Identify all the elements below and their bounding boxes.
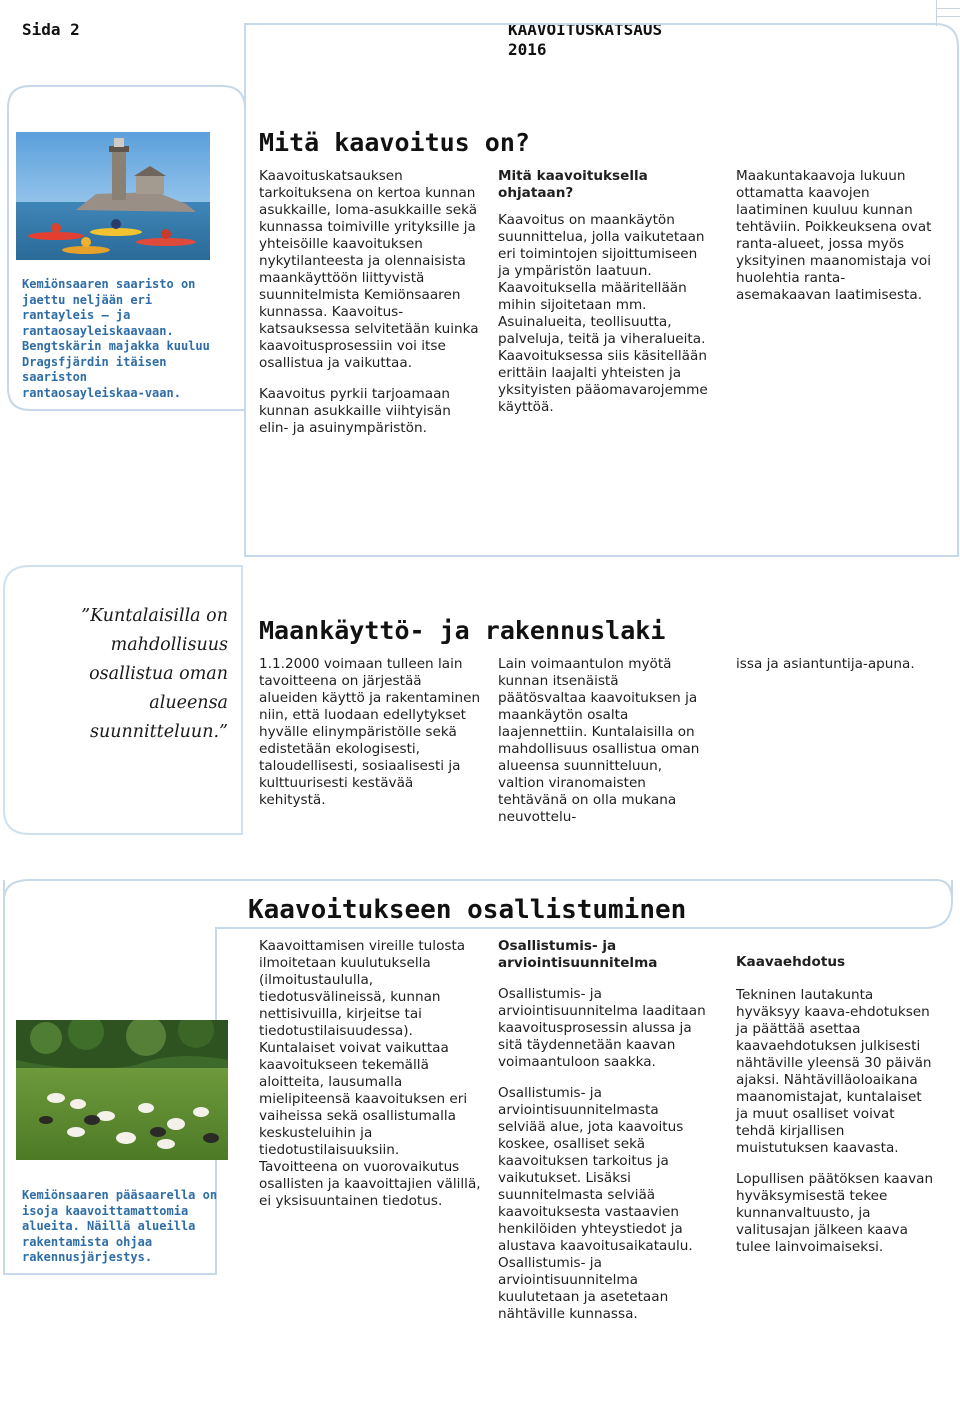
section3-col3-heading: Kaavaehdotus: [736, 954, 846, 970]
section2-column3: [736, 656, 936, 687]
section1-column1: [259, 168, 481, 451]
section3-col2-para2: Osallistumis- ja arviointisuunnitelmasta selviää alue, jota kaavoitus koskee, osalliset sekä kaavoituksen tarkoitus ja vaikutukset. Lisäksi suunnitelmasta selviää kaavoituksesta vastaavien henkilöiden yhteystiedot ja alustava kaavoitusaikataulu. Osallistumis- ja arviointisuunnitelma kuulutetaan ja asetetaan nähtäville kunnassa.: [498, 1085, 693, 1322]
publication-title: KAAVOITUSKATSAUS 2016: [508, 20, 663, 59]
section3-column3: [736, 954, 936, 1270]
section3-col3-para2: Lopullisen päätöksen kaavan hyväksymisestä tekee kunnanvaltuusto, ja valitusajan jälkeen kaava tulee lainvoimaiseksi.: [736, 1171, 934, 1255]
section3-col1-para: Kaavoittamisen vireille tulosta ilmoitetaan kuulutuksella (ilmoitustaululla, tiedotusvälineissä, kunnan nettisivuilla, kirjeitse tai tiedotustilaisuudessa). Kuntalaiset voivat vaikuttaa kaavoitukseen tekemällä aloitteita, lausumalla mielipiteensä kaavoituksen eri vaiheissa sekä osallistumalla keskusteluihin ja tiedotustilaisuuksiin. Tavoitteena on vuorovaikutus osallisten ja kaavoittajien välillä, ei yksisuuntainen tiedotus.: [259, 938, 481, 1209]
section1-col1-para2: Kaavoitus pyrkii tarjoamaan kunnan asukkaille viihtyisän elin- ja asuinympäristön.: [259, 386, 451, 436]
section1-title: Mitä kaavoitus on?: [259, 128, 530, 157]
section3-column1: [259, 938, 481, 1224]
section1-col2-heading: Mitä kaavoituksella ohjataan?: [498, 168, 648, 201]
pull-quote: ”Kuntalaisilla on mahdollisuus osallistua oman alueensa suunnitteluun.”: [81, 606, 228, 742]
section3-column2: [498, 938, 708, 1337]
section2-title: Maankäyttö- ja rakennuslaki: [259, 616, 666, 645]
section3-col3-para1: Tekninen lautakunta hyväksyy kaava-ehdotuksen ja päättää asettaa kaavaehdotuksen julkisesti nähtäville yleensä 30 päivän ajaksi. Nähtävilläoloaikana maanomistajat, kuntalaiset ja muut osalliset voivat tehdä kirjallisen muistutuksen kaavasta.: [736, 987, 932, 1156]
section3-col2-para1: Osallistumis- ja arviointisuunnitelma laaditaan kaavoitusprosessin alussa ja sitä täydennetään kaavan voimaantuloon saakka.: [498, 986, 706, 1070]
section2-col2-para: Lain voimaantulon myötä kunnan itsenäistä päätösvaltaa kaavoituksen ja maankäytön osalta laajennettiin. Kuntalaisilla on mahdollisuus osallistua oman alueensa suunnitteluun, valtion viranomaisten tehtävänä on olla mukana neuvottelu-: [498, 656, 700, 825]
section1-column2: [498, 168, 708, 430]
section1-col1-para1: Kaavoituskatsauksen tarkoituksena on kertoa kunnan asukkaille, loma-asukkaille sekä kunnassa toimiville yrityksille ja yhteisöille kaavoituksen nykytilanteesta ja olennaisista maankäyttöön liittyvistä suunnitelmista Kemiönsaaren kunnassa. Kaavoitus-katsauksessa selvitetään kuinka kaavoitusprosessiin voi itse osallistua ja vaikuttaa.: [259, 168, 479, 371]
sheep-field-photo: [16, 1020, 228, 1160]
photo1-caption: Kemiönsaaren saaristo on jaettu neljään eri rantayleis – ja rantaosayleiskaavaan. Bengtskärin majakka kuuluu Dragsfjärdin itäisen saariston rantaosayleiskaa-vaan.: [22, 277, 210, 400]
page-number: Sida 2: [22, 20, 80, 39]
section1-column3: [736, 168, 936, 318]
section3-col2-heading: Osallistumis- ja arviointisuunnitelma: [498, 938, 658, 971]
section1-col3-para1: Maakuntakaavoja lukuun ottamatta kaavojen laatiminen kuuluu kunnan tehtäviin. Poikkeuksena ovat ranta-alueet, jossa myös yksityinen maanomistaja voi huolehtia ranta-asemakaavan laatimisesta.: [736, 168, 932, 303]
photo2-caption: Kemiönsaaren pääsaarella on isoja kaavoittamattomia alueita. Näillä alueilla rakentamista ohjaa rakennusjärjestys.: [22, 1188, 218, 1264]
section2-col1-para: 1.1.2000 voimaan tulleen lain tavoitteena on järjestää alueiden käyttö ja rakentaminen niin, että luodaan edellytykset hyvälle elinympäristölle sekä edistetään ekologisesti, taloudellisesti, sosiaalisesti ja kulttuurisesti kestävää kehitystä.: [259, 656, 481, 808]
lighthouse-kayaks-photo: [16, 132, 210, 260]
section2-column2: [498, 656, 708, 840]
section1-col2-para1: Kaavoitus on maankäytön suunnittelua, jolla vaikutetaan eri toimintojen sijoittumiseen ja ympäristön laatuun. Kaavoituksella määritellään mihin sijoitetaan mm. Asuinalueita, teollisuutta, palveluja, teitä ja viheralueita. Kaavoituksessa siis käsitellään erittäin laajalti yhteisten ja yksityisten pääomavarojemme käyttöä.: [498, 212, 708, 415]
section2-column1: [259, 656, 481, 823]
section2-col3-para: issa ja asiantuntija-apuna.: [736, 656, 915, 672]
section3-title: Kaavoitukseen osallistuminen: [248, 895, 687, 925]
